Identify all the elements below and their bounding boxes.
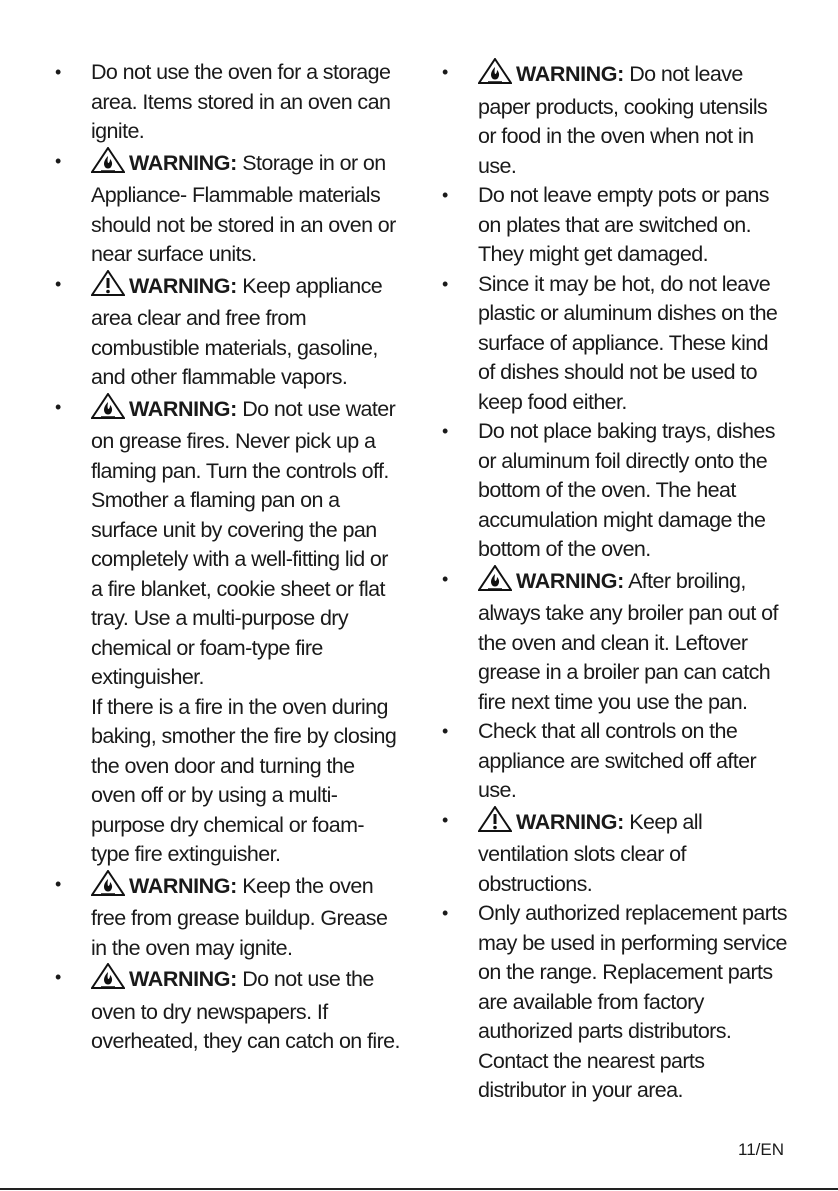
item-text: Since it may be hot, do not leave plastic or aluminum dishes on the surface of appliance. These kind of dishes should not be used to keep food either. — [478, 271, 778, 414]
bullet: • — [55, 62, 61, 82]
bullet: • — [442, 809, 448, 830]
item-text: Do not use the oven for a storage area. Items stored in an oven can ignite. — [91, 60, 391, 143]
bullet: • — [55, 396, 61, 417]
item-text: Do not leave empty pots or pans on plates that are switched on. They might get damaged. — [478, 183, 769, 266]
list-item — [442, 806, 787, 900]
list-item — [442, 899, 787, 1106]
item-text: Do not use the oven to dry newspapers. If overheated, they can catch on fire. — [91, 967, 400, 1053]
right-safety-list — [442, 58, 787, 1106]
left-column — [55, 58, 400, 1057]
list-item — [442, 270, 787, 418]
bullet: • — [442, 421, 448, 441]
item-text: Only authorized replacement parts may be used in performing service on the range. Replacement parts are available from factory authorized parts distributors. Contact the nearest parts distributor in your area. — [478, 901, 787, 1102]
item-text: Keep the oven free from grease buildup. Grease in the oven may ignite. — [91, 873, 388, 960]
bullet: • — [442, 903, 448, 923]
item-text: Do not place baking trays, dishes or aluminum foil directly onto the bottom of the oven. The heat accumulation might damage the bottom of the oven. — [478, 419, 775, 561]
flame-warning-icon — [91, 147, 125, 182]
warning-label: WARNING: — [516, 62, 624, 86]
list-item — [442, 565, 787, 718]
bullet: • — [442, 185, 448, 205]
flame-warning-icon — [91, 963, 125, 998]
bullet: • — [442, 721, 448, 741]
list-item — [55, 58, 400, 147]
bullet: • — [442, 62, 448, 82]
item-text: Keep all ventilation slots clear of obstructions. — [478, 809, 703, 896]
left-safety-list — [55, 58, 400, 1057]
item-text: Do not leave paper products, cooking utensils or food in the oven when not in use. — [478, 62, 768, 178]
exclamation-warning-icon — [91, 270, 125, 305]
item-text: Storage in or on Appliance- Flammable materials should not be stored in an oven or near surface units. — [91, 150, 396, 266]
list-item — [55, 270, 400, 393]
flame-warning-icon — [478, 565, 512, 600]
list-item — [55, 963, 400, 1057]
list-item — [442, 58, 787, 181]
bullet: • — [55, 873, 61, 894]
bullet: • — [442, 568, 448, 589]
item-text: After broiling, always take any broiler pan out of the oven and clean it. Leftover grease in a broiler pan can catch fire next time you use the pan. — [478, 568, 778, 714]
warning-label: WARNING: — [129, 873, 237, 898]
item-text-continued: If there is a fire in the oven during baking, smother the fire by closing the oven door and turning the oven off or by using a multi-purpose dry chemical or foam-type fire extinguisher. — [91, 694, 397, 866]
exclamation-warning-icon — [478, 806, 512, 841]
bullet: • — [442, 273, 448, 294]
list-item — [442, 181, 787, 270]
right-column — [442, 58, 787, 1106]
item-text: Check that all controls on the appliance are switched off after use. — [478, 719, 756, 802]
list-item — [55, 393, 400, 870]
bottom-rule — [0, 1188, 838, 1190]
item-text: Keep appliance area clear and free from combustible materials, gasoline, and other flammable vapors. — [91, 273, 383, 389]
list-item — [55, 147, 400, 270]
flame-warning-icon — [91, 870, 125, 905]
bullet: • — [55, 273, 61, 294]
warning-label: WARNING: — [129, 273, 237, 298]
bullet: • — [55, 150, 61, 171]
warning-label: WARNING: — [129, 150, 237, 175]
warning-label: WARNING: — [516, 568, 624, 593]
page-number: 11/EN — [738, 1140, 784, 1159]
bullet: • — [55, 967, 61, 987]
flame-warning-icon — [478, 58, 512, 93]
list-item — [55, 870, 400, 964]
item-text: Do not use water on grease fires. Never pick up a flaming pan. Turn the controls off. Smother a flaming pan on a surface unit by covering the pan completely with a well-fitting lid or a fire blanket, cookie sheet or flat tray. Use a multi-purpose dry chemical or foam-type fire extinguisher. — [91, 396, 396, 689]
list-item — [442, 417, 787, 565]
warning-label: WARNING: — [129, 396, 237, 421]
warning-label: WARNING: — [516, 809, 624, 834]
flame-warning-icon — [91, 393, 125, 428]
warning-label: WARNING: — [129, 967, 237, 991]
list-item — [442, 717, 787, 806]
